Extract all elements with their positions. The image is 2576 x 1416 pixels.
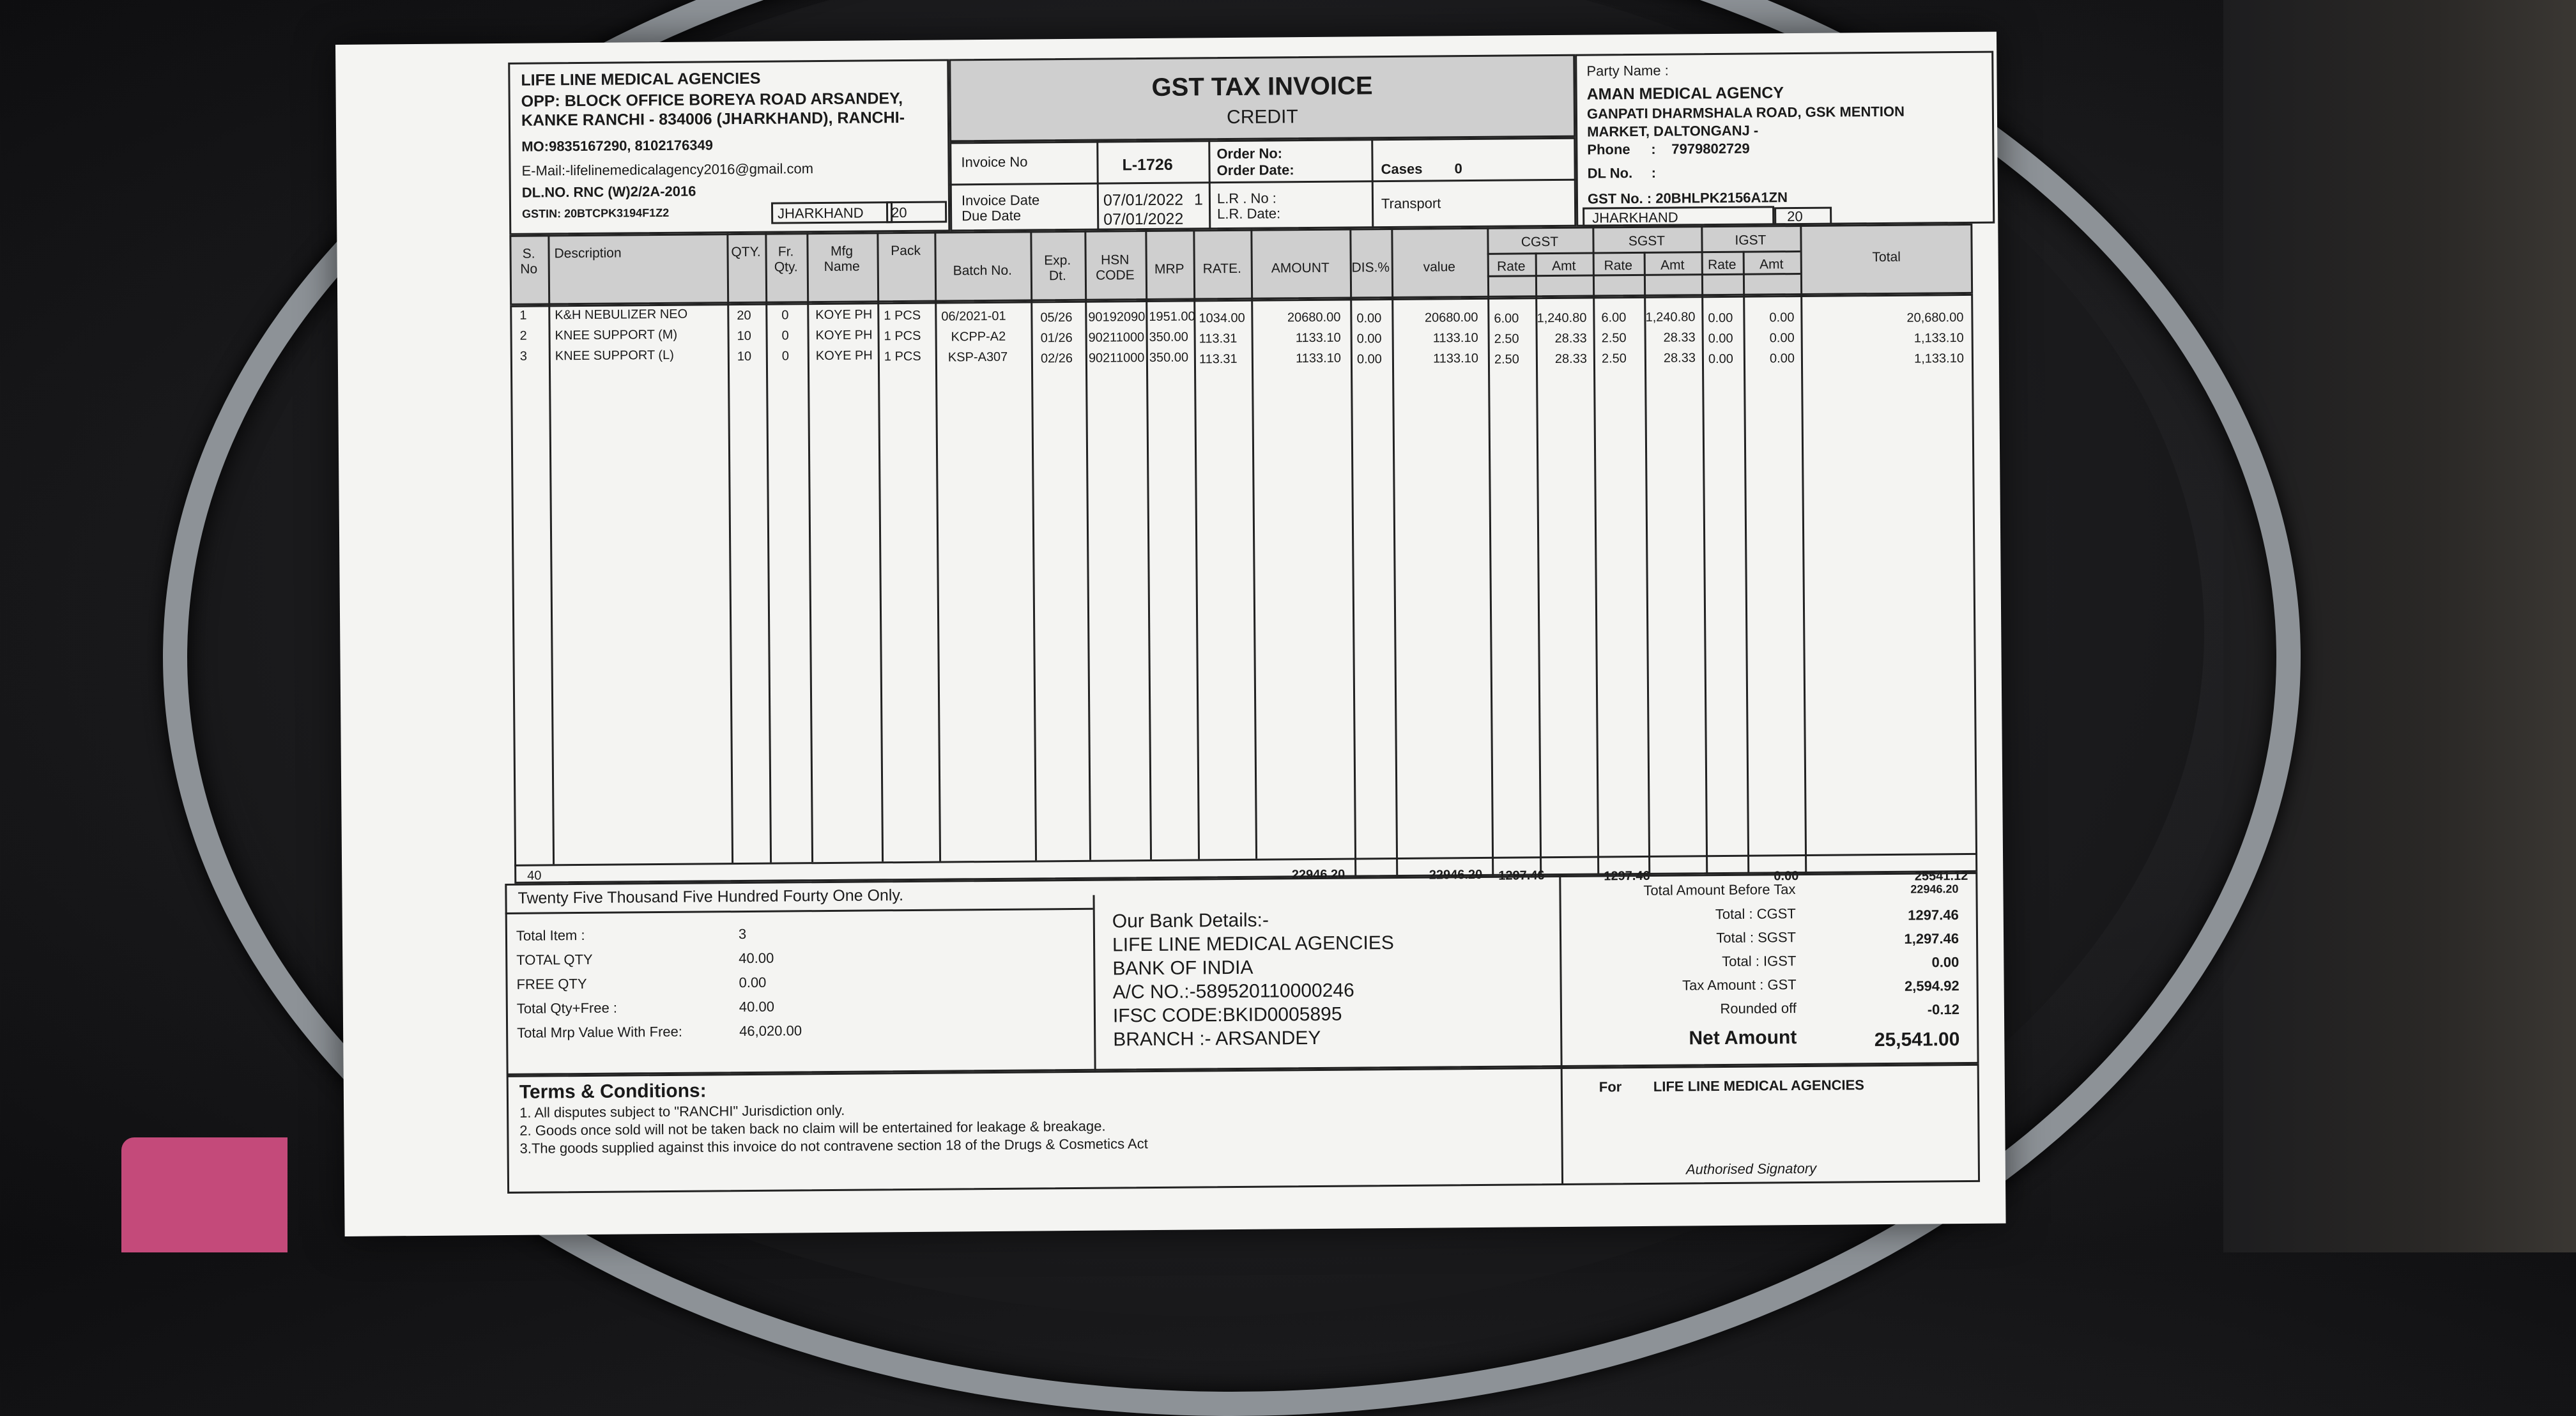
invoice-paper: LIFE LINE MEDICAL AGENCIES OPP: BLOCK OFFICE BOREYA ROAD ARSANDEY, KANKE RANCHI - 834006 (JHARKHAND), RANCHI- MO:9835167290, 8102176349 E-Mail:-lifelinemedicalagency2016@gmail.com DL.NO. RNC (W)2/2A-2016 GSTIN: 20BTCPK3194F1Z2 JHARKHAND 20 GST TAX INVOICE CREDIT Invoice No L-1726 Invoice Date Due Date 07/01/2022 1 07/01/2022 Order No: Order Date: L.R . No : L.R. Date: Cases 0 Transport Party Name : AMAN MEDICAL AGENCY GANPATI DHARMSHALA ROAD, GSK MENTION MARKET, DALTONGANJ - Phone : 7979802729 DL No. : GST No. : 20BHLPK2156A1ZN JHARKHAND 20 S. No Description QTY. Fr. Qty. Mfg Name Pack Batch No. Exp. Dt. HSN CODE MRP RATE. AMOUNT DIS.% value CGST SGST IGST Rate Amt Rate Amt Rate Amt Total 1 K&H NEBULIZER NEO 20 0 KOYE PH 1 PCS 06/2021-01 05/26 90192090 1951.00 1034.00 20680.00 0.00 20680.00 6.00 1,240.80 6.00 1,240.80 0.00 0.00 20,680.00 2 KNEE SUPPORT (M) 10 0 KOYE PH 1 PCS KCPP-A2 01/26 90211000 350.00 113.31 1133.10 0.00 1133.10 2.50 28.33 2.50 28.33 0.00 0.00 1,133.10 3 KNEE SUPPORT (L) 10 0 KOYE PH 1 PCS KSP-A307 02/26 90211000 350.00 113.31 1133.10 0.00 1133.10 2.50 28.33 2.50 28.33 0.00 0.00 1,133.10 40 22946.20 22946.20 1297.46 1297.46 0.00 25541.12 Twenty Five Thousand Five Hundred Fourty One Only. Total Item : 3 TOTAL QTY 40.00 FREE QTY 0.00 Total Qty+Free : 40.00 Total Mrp Value With Free: 46,020.00 Our Bank Details:- LIFE LINE MEDICAL AGENCIES BANK OF INDIA A/C NO.:-589520110000246 IFSC CODE:BKID0005895 BRANCH :- ARSANDEY Total Amount Before Tax 22946.20 Total : CGST 1297.46 Total : SGST 1,297.46 Total : IGST 0.00 Tax Amount : GST 2,594.92 Rounded off -0.12 Net Amount 25,541.00 Terms & Conditions: 1. All disputes subject to "RANCHI" Jurisdiction only. 2. Goods once sold will not be taken back no claim will be entertained for leakage & breakage. 3.The goods supplied against this invoice do not contravene section 18 of the Drugs & Cosmetics Act For LIFE LINE MEDICAL AGENCIES Authorised Signatory: [335, 32, 2006, 1236]
row-exp: 02/26: [1040, 351, 1073, 366]
footer-sgst: 1297.46: [1604, 868, 1650, 884]
row-cgst-rate: 2.50: [1494, 332, 1519, 346]
row-cgst-rate: 6.00: [1494, 311, 1519, 326]
col-igst-amt: Amt: [1759, 257, 1784, 272]
party-phone: 7979802729: [1671, 140, 1750, 157]
row-batch: KSP-A307: [947, 350, 1008, 365]
bank-name: BANK OF INDIA: [1112, 957, 1254, 980]
bank-ifsc: IFSC CODE:BKID0005895: [1112, 1003, 1342, 1027]
col-exp: Exp. Dt.: [1044, 252, 1071, 284]
footer-cgst: 1297.46: [1498, 868, 1545, 883]
row-hsn: 90211000: [1088, 330, 1145, 345]
free-qty-label: FREE QTY: [516, 975, 587, 992]
row-sgst-amt: 1,240.80: [1645, 310, 1696, 325]
col-sgst-rate: Rate: [1604, 258, 1633, 273]
row-hsn: 90211000: [1088, 351, 1145, 366]
row-sgst-amt: 28.33: [1663, 351, 1696, 366]
row-batch: KCPP-A2: [951, 329, 1006, 344]
row-cgst-amt: 28.33: [1554, 351, 1588, 367]
total-qty-label: TOTAL QTY: [516, 951, 593, 968]
row-rate: 113.31: [1199, 351, 1238, 367]
row-rate: 113.31: [1199, 331, 1238, 346]
row-igst-rate: 0.00: [1708, 311, 1733, 326]
col-description: Description: [554, 245, 622, 261]
col-pack: Pack: [891, 243, 921, 259]
footer-igst: 0.00: [1774, 869, 1799, 884]
seller-gstin: GSTIN: 20BTCPK3194F1Z2: [522, 206, 670, 220]
row-value: 1133.10: [1432, 330, 1478, 346]
col-sno: S. No: [520, 246, 538, 277]
row-rate: 1034.00: [1199, 311, 1245, 326]
row-description: K&H NEBULIZER NEO: [555, 307, 688, 323]
total-qty: 40.00: [739, 950, 774, 967]
row-igst-rate: 0.00: [1708, 331, 1733, 346]
amount-in-words: Twenty Five Thousand Five Hundred Fourty One Only.: [518, 886, 904, 907]
party-phone-label: Phone: [1587, 141, 1630, 158]
row-free-qty: 0: [781, 308, 789, 323]
col-cgst: CGST: [1521, 234, 1559, 250]
tax-amount: 2,594.92: [1904, 978, 1959, 994]
row-sno: 2: [519, 328, 527, 343]
authorised-signatory: Authorised Signatory: [1685, 1160, 1817, 1178]
footer-value: 22946.20: [1429, 867, 1483, 882]
row-mrp: 350.00: [1149, 330, 1188, 345]
terms-line-1: 1. All disputes subject to "RANCHI" Jurisdiction only.: [519, 1102, 845, 1121]
row-free-qty: 0: [781, 349, 790, 364]
seller-state: JHARKHAND: [777, 204, 864, 222]
invoice-date: 07/01/2022: [1103, 190, 1184, 210]
row-sno: 1: [519, 308, 527, 323]
row-hsn: 90192090: [1088, 310, 1146, 325]
seller-name: LIFE LINE MEDICAL AGENCIES: [521, 69, 761, 89]
party-state-code-box: [1774, 207, 1832, 227]
row-exp: 01/26: [1040, 330, 1073, 346]
order-no-label: Order No:: [1216, 145, 1283, 162]
row-sno: 3: [519, 349, 528, 364]
row-exp: 05/26: [1040, 310, 1073, 325]
total-sgst: 1,297.46: [1904, 930, 1959, 947]
row-qty: 20: [737, 308, 751, 323]
row-total: 1,133.10: [1913, 351, 1965, 366]
cases-value: 0: [1454, 160, 1462, 177]
rounded-off-label: Rounded off: [1720, 1000, 1797, 1017]
row-description: KNEE SUPPORT (M): [555, 327, 678, 343]
qty-free-label: Total Qty+Free :: [516, 999, 618, 1017]
col-qty: QTY.: [731, 244, 761, 260]
seller-address-1: OPP: BLOCK OFFICE BOREYA ROAD ARSANDEY,: [521, 89, 903, 111]
seller-address-2: KANKE RANCHI - 834006 (JHARKHAND), RANCHI-: [521, 109, 905, 130]
bank-account-name: LIFE LINE MEDICAL AGENCIES: [1112, 932, 1394, 956]
cases-label: Cases: [1381, 160, 1423, 178]
party-state-code: 20: [1787, 208, 1803, 225]
rounded-off: -0.12: [1927, 1001, 1960, 1018]
party-label: Party Name :: [1586, 62, 1669, 79]
row-discount: 0.00: [1356, 311, 1382, 326]
mrp-value: 46,020.00: [739, 1022, 802, 1040]
row-sgst-rate: 2.50: [1601, 351, 1627, 366]
total-sgst-label: Total : SGST: [1716, 929, 1797, 946]
party-state: JHARKHAND: [1592, 209, 1678, 226]
col-sgst-amt: Amt: [1660, 258, 1685, 273]
invoice-date-label: Invoice Date: [961, 192, 1040, 209]
lr-no-label: L.R . No :: [1216, 190, 1276, 207]
invoice-no: L-1726: [1122, 155, 1173, 174]
party-dl-label: DL No.: [1587, 165, 1633, 181]
col-rate: RATE.: [1202, 261, 1242, 277]
footer-total: 25541.12: [1914, 868, 1968, 884]
total-cgst: 1297.46: [1908, 907, 1959, 923]
seller-dl: DL.NO. RNC (W)2/2A-2016: [521, 183, 696, 201]
terms-title: Terms & Conditions:: [519, 1080, 707, 1103]
row-cgst-rate: 2.50: [1494, 352, 1519, 367]
row-pack: 1 PCS: [884, 308, 921, 323]
row-pack: 1 PCS: [884, 328, 921, 344]
row-qty: 10: [737, 349, 752, 364]
total-item-label: Total Item :: [516, 927, 585, 944]
invoice-date-suffix: 1: [1193, 190, 1203, 209]
col-value: value: [1423, 259, 1455, 275]
seller-email: E-Mail:-lifelinemedicalagency2016@gmail.com: [521, 160, 814, 179]
footer-qty: 40: [527, 868, 542, 883]
row-mfg: KOYE PH: [815, 307, 873, 323]
row-batch: 06/2021-01: [941, 309, 1006, 324]
order-date-label: Order Date:: [1216, 162, 1294, 179]
total-igst-label: Total : IGST: [1722, 953, 1797, 969]
background-object: [121, 1137, 288, 1252]
due-date-label: Due Date: [962, 207, 1022, 224]
seller-state-code: 20: [891, 204, 907, 221]
total-item: 3: [738, 925, 747, 943]
row-igst-amt: 0.00: [1769, 311, 1795, 325]
total-igst: 0.00: [1931, 954, 1959, 971]
row-igst-amt: 0.00: [1769, 331, 1795, 346]
party-address-1: GANPATI DHARMSHALA ROAD, GSK MENTION: [1586, 103, 1905, 122]
row-mfg: KOYE PH: [815, 348, 873, 364]
row-discount: 0.00: [1356, 352, 1382, 367]
before-tax-label: Total Amount Before Tax: [1643, 881, 1796, 898]
transport-label: Transport: [1381, 195, 1441, 212]
net-amount-label: Net Amount: [1689, 1027, 1797, 1049]
before-tax: 22946.20: [1910, 882, 1959, 896]
row-amount: 1133.10: [1296, 351, 1341, 366]
free-qty: 0.00: [739, 974, 767, 991]
col-batch: Batch No.: [953, 263, 1013, 279]
invoice-title: GST TAX INVOICE: [1151, 72, 1373, 102]
row-amount: 1133.10: [1295, 330, 1341, 346]
row-value: 1133.10: [1433, 351, 1478, 366]
seller-mobile: MO:9835167290, 8102176349: [521, 137, 714, 155]
sign-for-label: For: [1598, 1079, 1622, 1095]
party-name: AMAN MEDICAL AGENCY: [1586, 84, 1784, 104]
bank-account-no: A/C NO.:-589520110000246: [1112, 980, 1354, 1003]
total-cgst-label: Total : CGST: [1715, 905, 1796, 923]
row-igst-amt: 0.00: [1769, 351, 1795, 366]
invoice-no-label: Invoice No: [961, 153, 1028, 171]
bank-branch: BRANCH :- ARSANDEY: [1113, 1027, 1321, 1050]
row-value: 20680.00: [1424, 310, 1478, 325]
party-address-2: MARKET, DALTONGANJ -: [1587, 122, 1759, 140]
party-gst: GST No. : 20BHLPK2156A1ZN: [1587, 189, 1788, 207]
row-cgst-amt: 28.33: [1554, 331, 1587, 346]
row-sgst-amt: 28.33: [1663, 330, 1696, 345]
net-amount: 25,541.00: [1874, 1029, 1960, 1051]
col-hsn: HSN CODE: [1095, 252, 1135, 283]
tax-amount-label: Tax Amount : GST: [1682, 976, 1797, 994]
row-amount: 20680.00: [1287, 310, 1341, 325]
row-pack: 1 PCS: [884, 349, 921, 364]
mrp-value-label: Total Mrp Value With Free:: [517, 1023, 683, 1041]
col-mfg: Mfg Name: [824, 243, 860, 275]
row-qty: 10: [737, 328, 751, 344]
row-free-qty: 0: [781, 328, 789, 343]
row-mrp: 350.00: [1149, 350, 1189, 366]
col-cgst-amt: Amt: [1552, 258, 1576, 274]
bank-title: Our Bank Details:-: [1112, 909, 1269, 932]
row-sgst-rate: 6.00: [1601, 311, 1627, 325]
col-total: Total: [1872, 249, 1901, 265]
row-sgst-rate: 2.50: [1601, 331, 1627, 346]
row-total: 1,133.10: [1913, 330, 1964, 346]
row-mfg: KOYE PH: [815, 328, 873, 343]
col-igst: IGST: [1735, 233, 1767, 248]
col-igst-rate: Rate: [1707, 257, 1736, 273]
due-date: 07/01/2022: [1103, 210, 1184, 229]
row-discount: 0.00: [1356, 332, 1382, 346]
col-amount: AMOUNT: [1271, 260, 1330, 276]
col-sgst: SGST: [1628, 233, 1666, 249]
qty-free: 40.00: [739, 998, 775, 1015]
sign-company: LIFE LINE MEDICAL AGENCIES: [1653, 1077, 1864, 1095]
row-description: KNEE SUPPORT (L): [555, 348, 674, 364]
lr-date-label: L.R. Date:: [1217, 205, 1281, 222]
col-mrp: MRP: [1154, 261, 1184, 277]
col-free-qty: Fr. Qty.: [774, 244, 798, 275]
row-mrp: 1951.00: [1149, 309, 1195, 325]
row-cgst-amt: 1,240.80: [1537, 311, 1587, 326]
invoice-subtitle: CREDIT: [1226, 106, 1298, 128]
col-discount: DIS.%: [1351, 260, 1390, 275]
col-cgst-rate: Rate: [1497, 259, 1526, 274]
row-igst-rate: 0.00: [1708, 351, 1733, 367]
terms-line-3: 3.The goods supplied against this invoice do not contravene section 18 of the Drugs & Cosmetics Act: [519, 1135, 1148, 1157]
footer-amount: 22946.20: [1291, 867, 1346, 882]
row-total: 20,680.00: [1906, 310, 1964, 325]
terms-line-2: 2. Goods once sold will not be taken back no claim will be entertained for leakage & breakage.: [519, 1118, 1106, 1139]
